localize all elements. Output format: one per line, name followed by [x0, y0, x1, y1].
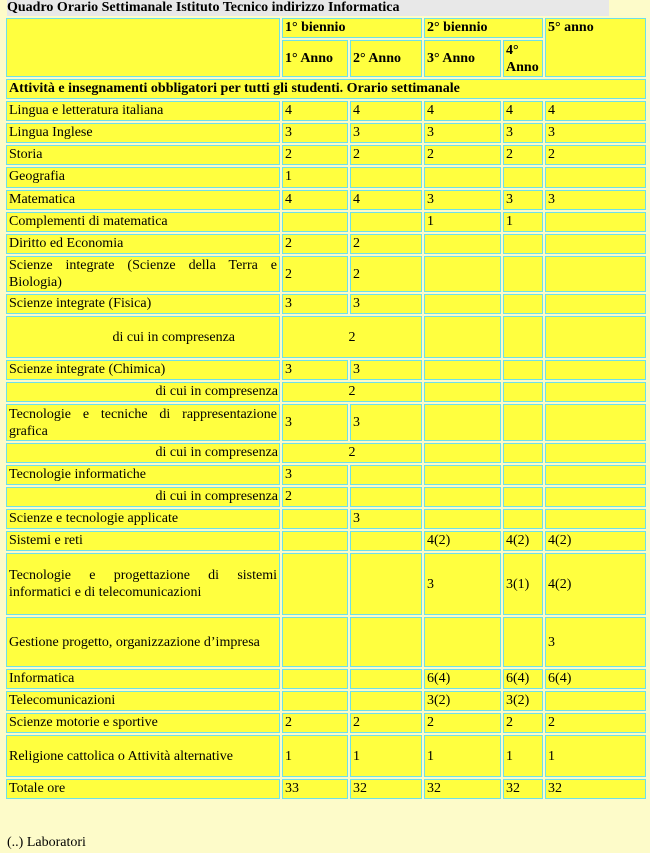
value-cell	[350, 465, 422, 485]
table-row	[6, 382, 646, 402]
value-cell: 4	[282, 190, 348, 210]
header-biennio-2: 2° biennio	[424, 18, 543, 38]
value-cell: 3	[282, 123, 348, 143]
merged-value-cell: 2	[282, 316, 422, 358]
value-cell: 2	[350, 256, 422, 292]
value-cell	[545, 234, 646, 254]
subject-cell: Storia	[6, 145, 280, 165]
value-cell: 3	[350, 123, 422, 143]
value-cell	[424, 256, 501, 292]
subject-cell: Matematica	[6, 190, 280, 210]
value-cell: 3(2)	[503, 691, 543, 711]
subject-cell: Diritto ed Economia	[6, 234, 280, 254]
table-row	[6, 553, 646, 615]
value-cell: 2	[350, 713, 422, 733]
footnote: (..) Laboratori	[7, 835, 86, 850]
table-row	[6, 167, 646, 188]
value-cell: 32	[503, 779, 543, 799]
value-cell	[350, 691, 422, 711]
value-cell	[545, 167, 646, 188]
value-cell: 2	[282, 145, 348, 165]
value-cell	[282, 617, 348, 667]
value-cell: 1	[424, 735, 501, 777]
value-cell: 3	[424, 190, 501, 210]
table-row	[6, 713, 646, 733]
table-row	[6, 234, 646, 254]
schedule-table	[4, 16, 648, 801]
subject-cell: di cui in compresenza	[6, 443, 280, 463]
value-cell	[545, 382, 646, 402]
subject-cell: Complementi di matematica	[6, 212, 280, 232]
subject-cell: Tecnologie e tecniche di rappresentazione grafica	[6, 404, 280, 441]
subject-cell: di cui in compresenza	[6, 487, 280, 507]
header-row-1	[6, 18, 646, 38]
value-cell	[424, 617, 501, 667]
table-row	[6, 509, 646, 529]
value-cell: 3	[350, 404, 422, 441]
value-cell: 3	[545, 617, 646, 667]
value-cell: 6(4)	[503, 669, 543, 689]
page-title	[7, 0, 609, 16]
value-cell: 2	[350, 145, 422, 165]
value-cell	[350, 617, 422, 667]
table-row	[6, 669, 646, 689]
value-cell: 32	[424, 779, 501, 799]
subject-cell: Scienze integrate (Chimica)	[6, 360, 280, 380]
value-cell: 1	[424, 212, 501, 232]
table-row	[6, 316, 646, 358]
value-cell: 3	[503, 123, 543, 143]
value-cell	[503, 234, 543, 254]
subject-cell: Scienze integrate (Fisica)	[6, 294, 280, 314]
value-cell	[503, 360, 543, 380]
value-cell	[282, 509, 348, 529]
subject-cell: Totale ore	[6, 779, 280, 799]
value-cell: 3	[350, 294, 422, 314]
value-cell	[503, 443, 543, 463]
value-cell: 1	[282, 735, 348, 777]
value-cell: 33	[282, 779, 348, 799]
value-cell: 2	[545, 713, 646, 733]
title-emph: Informatica	[327, 0, 400, 15]
merged-value-cell: 2	[282, 443, 422, 463]
value-cell: 4	[350, 190, 422, 210]
table-row	[6, 123, 646, 143]
value-cell: 2	[424, 145, 501, 165]
value-cell: 3	[350, 509, 422, 529]
subject-cell: Religione cattolica o Attività alternative	[6, 735, 280, 777]
table-row	[6, 256, 646, 292]
value-cell	[503, 487, 543, 507]
value-cell: 4	[282, 101, 348, 121]
value-cell	[350, 553, 422, 615]
title-prefix: Quadro Orario Settimanale Istituto Tecnico indirizzo	[7, 0, 328, 15]
header-year-1: 1° Anno	[282, 40, 348, 77]
value-cell	[545, 443, 646, 463]
subject-cell: Lingua e letteratura italiana	[6, 101, 280, 121]
value-cell	[545, 691, 646, 711]
value-cell	[545, 360, 646, 380]
table-row	[6, 145, 646, 165]
subject-cell: Scienze motorie e sportive	[6, 713, 280, 733]
table-row	[6, 531, 646, 551]
value-cell: 3	[282, 360, 348, 380]
value-cell	[424, 443, 501, 463]
value-cell: 32	[350, 779, 422, 799]
subject-cell: Tecnologie informatiche	[6, 465, 280, 485]
section-title: Attività e insegnamenti obbligatori per tutti gli studenti. Orario settimanale	[6, 79, 646, 99]
table-row	[6, 360, 646, 380]
value-cell	[545, 404, 646, 441]
value-cell: 2	[350, 234, 422, 254]
value-cell: 1	[503, 735, 543, 777]
value-cell	[503, 617, 543, 667]
table-row	[6, 779, 646, 799]
subject-cell: di cui in compresenza	[6, 382, 280, 402]
value-cell: 2	[282, 256, 348, 292]
value-cell: 32	[545, 779, 646, 799]
subject-cell: Geografia	[6, 167, 280, 188]
value-cell: 4(2)	[424, 531, 501, 551]
table-row	[6, 465, 646, 485]
value-cell	[503, 294, 543, 314]
value-cell	[545, 294, 646, 314]
value-cell	[503, 316, 543, 358]
value-cell: 3	[545, 190, 646, 210]
value-cell: 2	[282, 713, 348, 733]
value-cell	[424, 404, 501, 441]
value-cell	[503, 404, 543, 441]
table-row	[6, 404, 646, 441]
table-row	[6, 101, 646, 121]
value-cell	[350, 669, 422, 689]
value-cell: 2	[503, 713, 543, 733]
value-cell: 2	[545, 145, 646, 165]
table-row	[6, 443, 646, 463]
value-cell: 6(4)	[545, 669, 646, 689]
value-cell: 3	[282, 465, 348, 485]
value-cell: 1	[282, 167, 348, 188]
value-cell	[282, 531, 348, 551]
subject-cell: Scienze integrate (Scienze della Terra e Biologia)	[6, 256, 280, 292]
value-cell: 1	[545, 735, 646, 777]
table-row	[6, 294, 646, 314]
subject-cell: Telecomunicazioni	[6, 691, 280, 711]
table-row	[6, 190, 646, 210]
table-row	[6, 617, 646, 667]
value-cell	[545, 509, 646, 529]
table-row	[6, 691, 646, 711]
value-cell	[424, 382, 501, 402]
subject-cell: di cui in compresenza	[6, 316, 280, 358]
value-cell: 3	[424, 123, 501, 143]
header-year-2: 2° Anno	[350, 40, 422, 77]
value-cell: 2	[424, 713, 501, 733]
value-cell	[503, 465, 543, 485]
value-cell	[424, 167, 501, 188]
value-cell: 4(2)	[503, 531, 543, 551]
value-cell	[350, 487, 422, 507]
value-cell: 3(2)	[424, 691, 501, 711]
value-cell: 3	[282, 294, 348, 314]
value-cell	[282, 212, 348, 232]
section-row	[6, 79, 646, 99]
value-cell	[424, 487, 501, 507]
value-cell	[282, 691, 348, 711]
value-cell	[424, 509, 501, 529]
value-cell: 1	[503, 212, 543, 232]
value-cell: 3	[424, 553, 501, 615]
value-cell: 4	[424, 101, 501, 121]
value-cell	[350, 531, 422, 551]
subject-cell: Informatica	[6, 669, 280, 689]
value-cell: 3	[545, 123, 646, 143]
subject-cell: Lingua Inglese	[6, 123, 280, 143]
value-cell: 6(4)	[424, 669, 501, 689]
table-row	[6, 735, 646, 777]
value-cell	[503, 509, 543, 529]
header-biennio-1: 1° biennio	[282, 18, 422, 38]
value-cell: 2	[282, 234, 348, 254]
value-cell	[545, 487, 646, 507]
table-row	[6, 212, 646, 232]
value-cell: 2	[503, 145, 543, 165]
value-cell	[424, 465, 501, 485]
header-empty-cell	[6, 18, 280, 77]
table-row	[6, 487, 646, 507]
value-cell	[424, 294, 501, 314]
subject-cell: Gestione progetto, organizzazione d’impresa	[6, 617, 280, 667]
value-cell: 4	[503, 101, 543, 121]
value-cell: 4(2)	[545, 531, 646, 551]
header-year-5: 5° anno	[545, 18, 646, 77]
header-year-3: 3° Anno	[424, 40, 501, 77]
value-cell	[545, 212, 646, 232]
value-cell	[503, 167, 543, 188]
merged-value-cell: 2	[282, 382, 422, 402]
value-cell: 2	[282, 487, 348, 507]
value-cell	[545, 465, 646, 485]
value-cell: 4(2)	[545, 553, 646, 615]
value-cell: 1	[350, 735, 422, 777]
value-cell	[350, 167, 422, 188]
subject-cell: Scienze e tecnologie applicate	[6, 509, 280, 529]
value-cell: 3	[503, 190, 543, 210]
value-cell: 4	[350, 101, 422, 121]
value-cell	[545, 256, 646, 292]
value-cell	[424, 360, 501, 380]
value-cell: 3(1)	[503, 553, 543, 615]
value-cell: 3	[282, 404, 348, 441]
header-year-4: 4° Anno	[503, 40, 543, 77]
value-cell	[424, 316, 501, 358]
value-cell	[350, 212, 422, 232]
value-cell	[424, 234, 501, 254]
value-cell	[282, 553, 348, 615]
subject-cell: Tecnologie e progettazione di sistemi informatici e di telecomunicazioni	[6, 553, 280, 615]
value-cell	[282, 669, 348, 689]
value-cell: 3	[350, 360, 422, 380]
value-cell	[545, 316, 646, 358]
value-cell	[503, 382, 543, 402]
value-cell: 4	[545, 101, 646, 121]
value-cell	[503, 256, 543, 292]
subject-cell: Sistemi e reti	[6, 531, 280, 551]
